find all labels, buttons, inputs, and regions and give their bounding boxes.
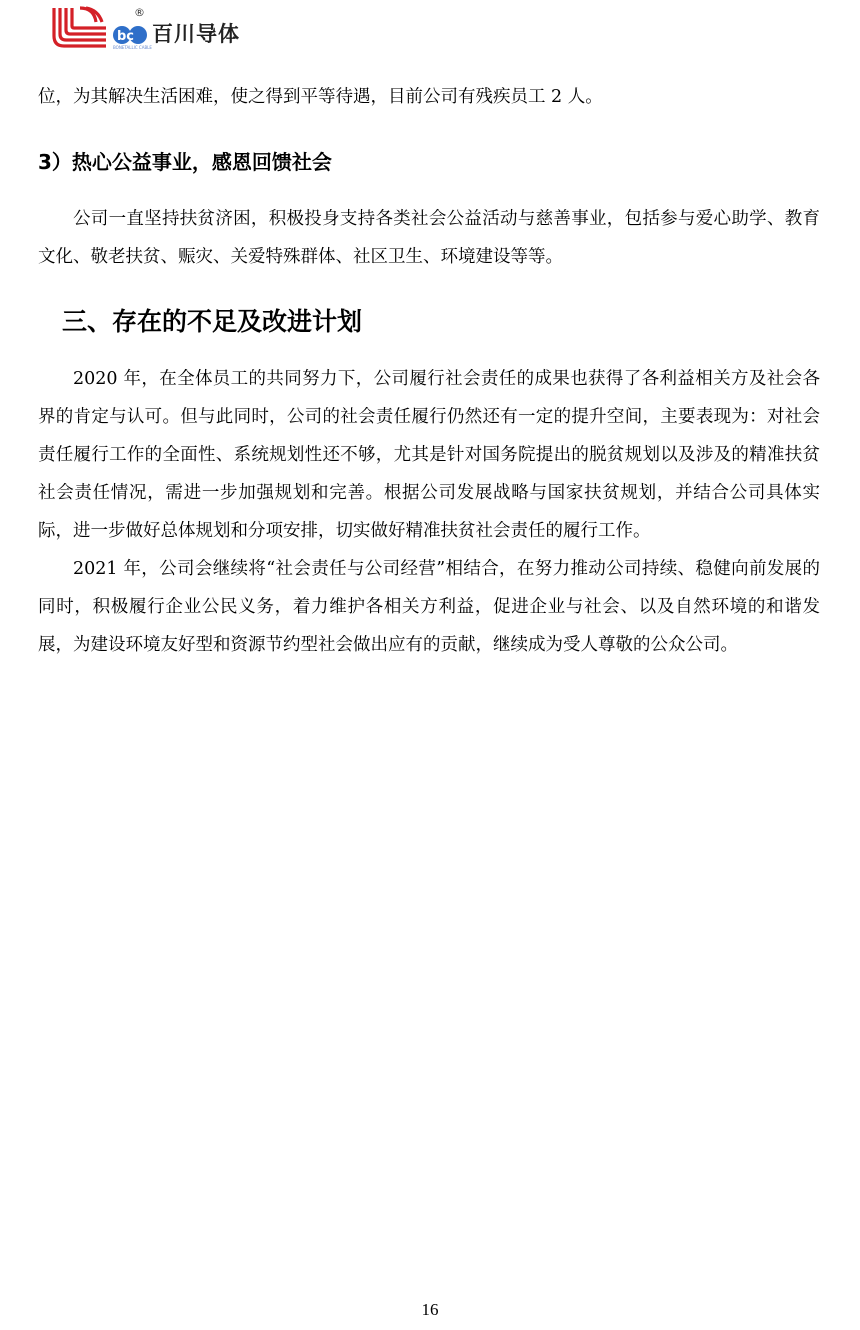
page-body: [38, 78, 820, 664]
paragraph-charity: 公司一直坚持扶贫济困，积极投身支持各类社会公益活动与慈善事业，包括参与爱心助学、教育文化、敬老扶贫、赈灾、关爱特殊群体、社区卫生、环境建设等等。: [38, 209, 820, 267]
logo-mark-icon: [50, 6, 110, 48]
page-number: 16: [421, 1300, 439, 1319]
logo-bc-icon: [112, 24, 148, 46]
logo-bc-text: bc: [117, 29, 135, 44]
paragraph-2020: 2020 年，在全体员工的共同努力下，公司履行社会责任的成果也获得了各利益相关方及社会各界的肯定与认可。但与此同时，公司的社会责任履行仍然还有一定的提升空间，主要表现为：对社会责任履行工作的全面性、系统规划性还不够，尤其是针对国务院提出的脱贫规划以及涉及的精准扶贫社会责任情况，需进一步加强规划和完善。根据公司发展战略与国家扶贫规划，并结合公司具体实际，进一步做好总体规划和分项安排，切实做好精准扶贫社会责任的履行工作。: [38, 369, 820, 541]
paragraph-2021: 2021 年，公司会继续将“社会责任与公司经营”相结合，在努力推动公司持续、稳健向前发展的同时，积极履行企业公民义务，着力维护各相关方利益，促进企业与社会、以及自然环境的和谐发展，为建设环境友好型和资源节约型社会做出应有的贡献，继续成为受人尊敬的公众公司。: [38, 559, 820, 655]
subheading-charity: 3）热心公益事业，感恩回馈社会: [38, 150, 332, 174]
paragraph-continued: 位，为其解决生活困难，使之得到平等待遇，目前公司有残疾员工 2 人。: [38, 87, 603, 107]
company-logo: [50, 6, 250, 50]
section-heading-improvement: 三、存在的不足及改进计划: [62, 307, 363, 336]
registered-mark: ®: [134, 6, 145, 19]
logo-subtext: BONETALLIC CABLE: [113, 45, 152, 50]
logo-company-name: 百川导体: [152, 22, 240, 46]
